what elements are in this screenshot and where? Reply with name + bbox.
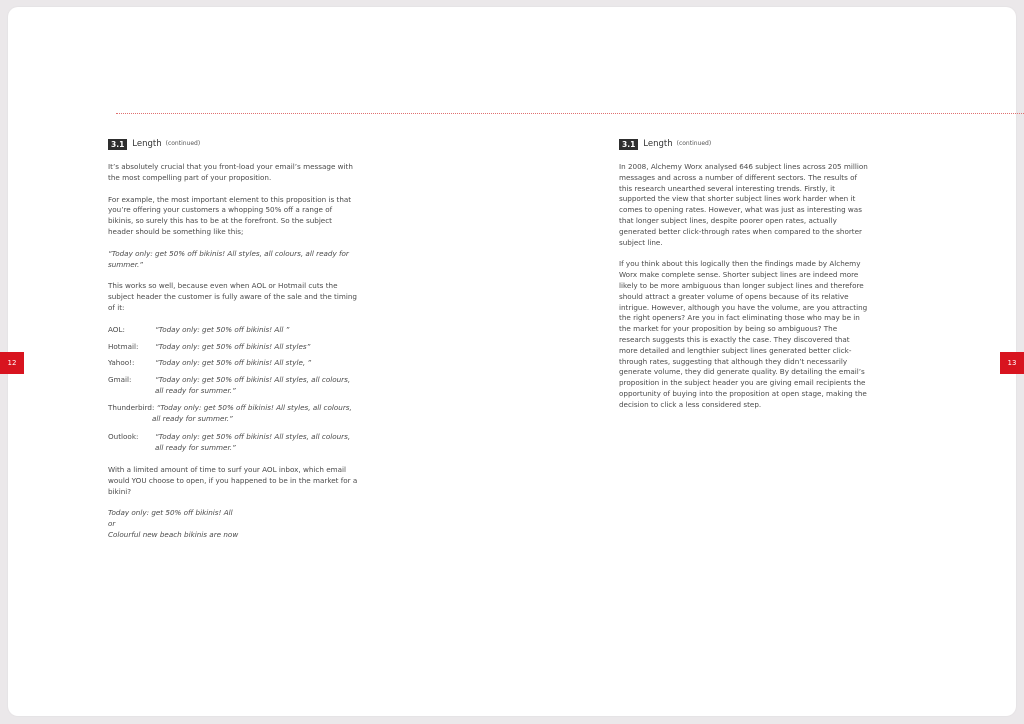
subject-option: Today only: get 50% off bikinis! All xyxy=(108,508,233,518)
section-subtitle: (continued) xyxy=(676,139,712,147)
page-number-right: 13 xyxy=(1000,352,1024,374)
page-number-left: 12 xyxy=(0,352,24,374)
example-label: Outlook: xyxy=(108,432,139,442)
example-label: Gmail: xyxy=(108,375,132,385)
paragraph: For example, the most important element to this proposition is that you’re offering your customers a whopping 50% off a range of bikinis, so surely this has to be at the forefront. So the subject header should be something like this; xyxy=(108,194,352,236)
example-row xyxy=(108,375,358,397)
section-number-badge: 3.1 xyxy=(108,139,127,150)
example-label: Hotmail: xyxy=(108,341,139,351)
paragraph: If you think about this logically then the findings made by Alchemy Worx make complete sense. Shorter subject lines are indeed more likely to be more ambiguous than longer subject lines and therefore should attract a greater volume of opens because of its relative intrigue. However, although you have the volume, are you attracting the right openers? Are you in fact eliminating those who may be in the market for your proposition by being so ambiguous? The research suggests this is exactly the case. They discovered that more detailed and lengthier subject lines generated better click-through rates, suggesting that although they didn’t necessarily generate volume, they did generate quality. By detailing the email’s proposition in the subject header you are giving email recipients the opportunity of buying into the proposition at open stage, making the decision to click a less considered step. xyxy=(619,259,868,409)
example-text: “Today only: get 50% off bikinis! All styles” xyxy=(155,341,311,351)
quote: “Today only: get 50% off bikinis! All styles, all colours, all ready for summer.” xyxy=(108,248,349,269)
paragraph: In 2008, Alchemy Worx analysed 646 subject lines across 205 million messages and across a number of different sectors. The results of this research unearthed several interesting trends. Firstly, it supported the view that shorter subject lines work harder when it comes to opening rates. However, what was just as interesting was that longer subject lines, despite poorer open rates, actually generated better click-through rates when compared to the shorter subject line. xyxy=(619,162,868,247)
section-heading xyxy=(108,138,358,150)
example-row xyxy=(108,342,358,353)
example-label: AOL: xyxy=(108,324,125,334)
example-text: “Today only: get 50% off bikinis! All ” xyxy=(155,324,290,334)
header-rule xyxy=(116,113,1024,114)
example-text: “Today only: get 50% off bikinis! All styles, all colours, all ready for summer.” xyxy=(155,375,351,395)
right-column xyxy=(619,138,869,422)
section-title: Length xyxy=(132,138,162,149)
left-column xyxy=(108,138,358,541)
section-subtitle: (continued) xyxy=(165,139,201,147)
example-text: “Today only: get 50% off bikinis! All style, ” xyxy=(155,358,312,368)
example-text: “Today only: get 50% off bikinis! All styles, all colours, xyxy=(156,402,352,412)
paragraph: With a limited amount of time to surf your AOL inbox, which email would YOU choose to open, if you happened to be in the market for a bikini? xyxy=(108,464,358,496)
example-row xyxy=(108,358,358,369)
example-label: Thunderbird: xyxy=(108,402,155,412)
subject-or: or xyxy=(108,519,116,529)
section-heading xyxy=(619,138,869,150)
example-text-continued: all ready for summer.” xyxy=(152,413,233,423)
example-label: Yahoo!: xyxy=(108,358,135,368)
example-row xyxy=(108,325,358,336)
example-row-thunderbird xyxy=(108,403,358,425)
section-number-badge: 3.1 xyxy=(619,139,638,150)
example-text: “Today only: get 50% off bikinis! All styles, all colours, all ready for summer.” xyxy=(155,432,351,453)
example-row xyxy=(108,432,358,454)
paragraph: This works so well, because even when AOL or Hotmail cuts the subject header the customer is fully aware of the sale and the timing of it: xyxy=(108,281,357,312)
section-title: Length xyxy=(643,138,673,149)
subject-option: Colourful new beach bikinis are now xyxy=(108,529,239,539)
paragraph: It’s absolutely crucial that you front-load your email’s message with the most compelling part of your proposition. xyxy=(108,162,353,182)
